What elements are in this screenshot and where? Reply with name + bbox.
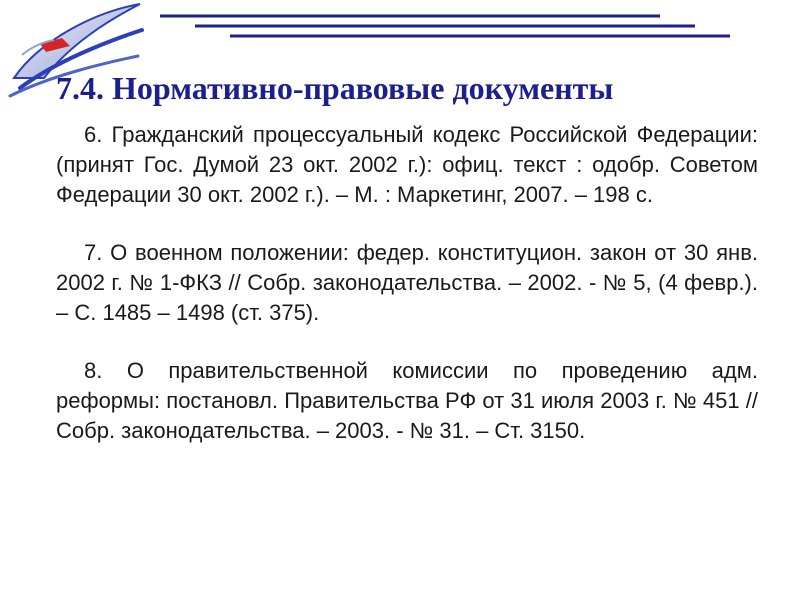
document-item: 8. О правительственной комиссии по проведению адм. реформы: постановл. Правительства РФ от 31 июля 2003 г. № 451 // Собр. законодательства. – 2003. - № 31. – Ст. 3150. (56, 358, 758, 443)
document-list (56, 120, 758, 446)
document-item: 6. Гражданский процессуальный кодекс Российской Федерации: (принят Гос. Думой 23 окт. 2002 г.): офиц. текст : одобр. Советом Федерации 30 окт. 2002 г.). – М. : Маркетинг, 2007. – 198 с. (56, 122, 758, 207)
slide-title: 7.4. Нормативно-правовые документы (56, 70, 614, 106)
document-item: 7. О военном положении: федер. конституцион. закон от 30 янв. 2002 г. № 1-ФКЗ // Собр. законодательства. – 2002. - № 5, (4 февр.). – С. 1485 – 1498 (ст. 375). (56, 240, 758, 325)
